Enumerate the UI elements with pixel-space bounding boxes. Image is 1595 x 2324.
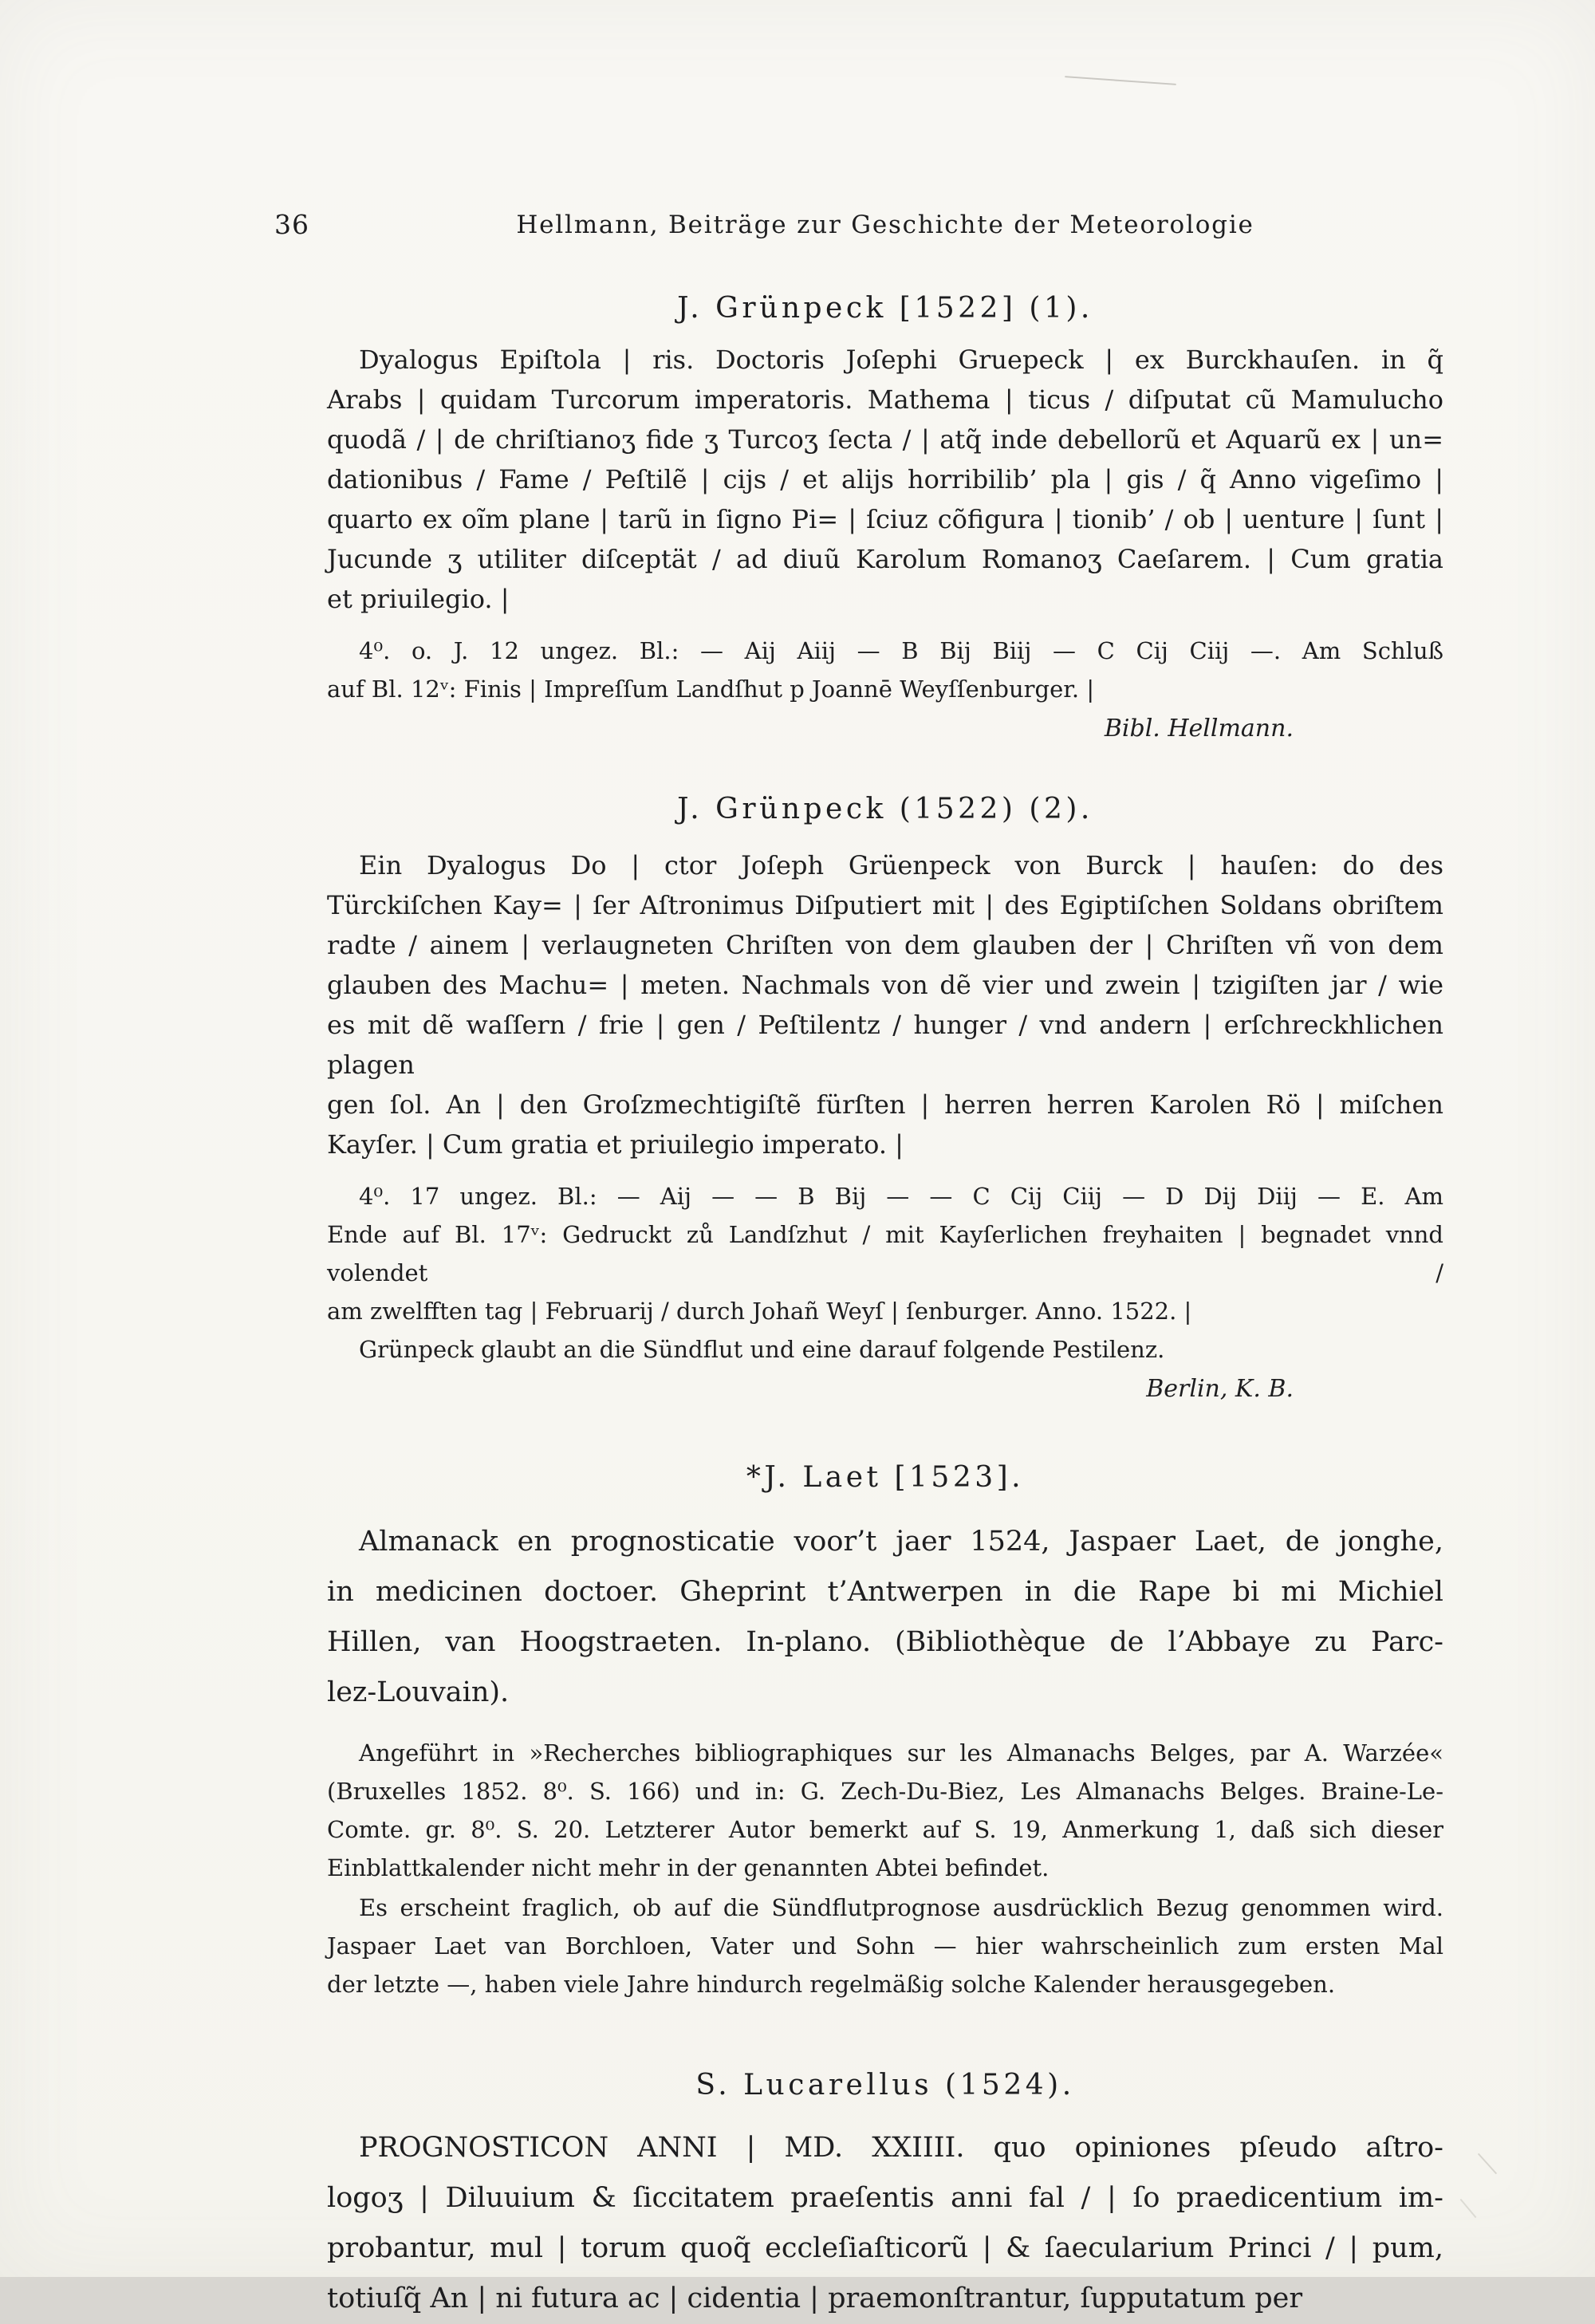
page-content bbox=[274, 209, 1443, 2324]
entry-title-transcription: Almanack en prognosticatie voor’t jaer 1524, Jaspaer Laet, de jonghe, in medicinen doctoer. Gheprint t’Antwerpen in die Rape bi mi Michiel Hillen, van Hoogstraeten. In-plano. (Bibliothèque de l’Abbaye zu Parc- lez-Louvain). bbox=[327, 1526, 1443, 1708]
entry-title-transcription: Ein Dyalogus Do | ctor Joſeph Grüenpeck von Burck | hauſen: do des Türckiſchen Kay= | ſer Aſtronimus Diſputiert mit | des Egiptiſchen Soldans obriſtem radte / ainem | verlaugneten Chriſten von dem glauben der | Chriſten vñ von dem glauben des Machu= | meten. Nachmals von dẽ vier und zwein | tzigiſten jar / wie es mit dẽ waſſern / frie | gen / Peſtilentz / hunger / vnd andern | erſchreckhlichen plagen gen ſol. An | den Groſzmechtigiſtẽ fürſten | herren herren Karolen Rö | miſchen Kayſer. | Cum gratia et priuilegio imperato. | bbox=[327, 850, 1443, 1160]
running-header bbox=[274, 209, 1443, 241]
page-number: 36 bbox=[274, 209, 309, 240]
entry-heading: *J. Laet [1523]. bbox=[746, 1461, 1025, 1494]
scan-artifact-mark bbox=[1478, 2153, 1497, 2175]
entry-collation-note: 4⁰. o. J. 12 ungez. Bl.: — Aij Aiij — B Bij Biij — C Cij Ciij —. Am Schluß auf Bl. 12ᵛ: Finis | Impreſſum Landſhut p Joannē Weyſſenburger. | bbox=[327, 637, 1443, 703]
scan-artifact-mark bbox=[1460, 2199, 1477, 2218]
entry-remark-note: Es erscheint fraglich, ob auf die Sündflutprognose ausdrücklich Bezug genommen wird. Jaspaer Laet van Borchloen, Vater und Sohn — hier wahrscheinlich zum ersten Mal der letzte —, haben viele Jahre hindurch regelmäßig solche Kalender herausgegeben. bbox=[327, 1894, 1443, 1998]
entry-heading: J. Grünpeck [1522] (1). bbox=[677, 292, 1093, 325]
entry-source-attribution: Bibl. Hellmann. bbox=[1104, 715, 1294, 742]
entry-heading: S. Lucarellus (1524). bbox=[695, 2069, 1075, 2101]
entry-comment: Grünpeck glaubt an die Sündflut und eine darauf folgende Pestilenz. bbox=[359, 1336, 1165, 1363]
entry-heading: J. Grünpeck (1522) (2). bbox=[677, 793, 1093, 825]
entry-gruenpeck-1522-1 bbox=[327, 290, 1443, 746]
entry-title-transcription: Dyalogus Epiſtola | ris. Doctoris Joſephi Gruepeck | ex Burckhauſen. in q̃ Arabs | quidam Turcorum imperatoris. Mathema | ticus / diſputat cũ Mamulucho quodã / | de chriſtianoʒ fide ʒ Turcoʒ ſecta / | atq̃ inde debellorũ et Aquarũ ex | un= dationibus / Fame / Peſtilẽ | cijs / et alijs horribilib’ pla | gis / q̃ Anno vigeſimo | quarto ex oĩm plane | tarũ in ſigno Pi= | ſciuz cõfigura | tionib’ / ob | uenture | ſunt | Jucunde ʒ utiliter diſceptät / ad diuũ Karolum Romanoʒ Caeſarem. | Cum gratia et priuilegio. | bbox=[327, 345, 1443, 614]
entry-source-attribution: Berlin, K. B. bbox=[1146, 1375, 1294, 1403]
scan-artifact-crease bbox=[1065, 76, 1176, 85]
running-title: Hellmann, Beiträge zur Geschichte der Meteorologie bbox=[516, 211, 1254, 239]
entry-gruenpeck-1522-2 bbox=[327, 791, 1443, 1407]
entry-collation-note: 4⁰. 17 ungez. Bl.: — Aij — — B Bij — — C Cij Ciij — D Dij Diij — E. Am Ende auf Bl. 17ᵛ: Gedruckt zů Landſzhut / mit Kayſerlichen freyhaiten | begnadet vnnd volendet / am zwelfften tag | Februarij / durch Johañ Weyſ | ſenburger. Anno. 1522. | bbox=[327, 1183, 1443, 1325]
entry-lucarellus-1524 bbox=[327, 2067, 1443, 2324]
entry-bibliographic-note: Angeführt in »Recherches bibliographiques sur les Almanachs Belges, par A. Warzée« (Bruxelles 1852. 8⁰. S. 166) und in: G. Zech-Du-Biez, Les Almanachs Belges. Braine-Le- Comte. gr. 8⁰. S. 20. Letzterer Autor bemerkt auf S. 19, Anmerkung 1, daß sich dieser Einblattkalender nicht mehr in der genannten Abtei befindet. bbox=[327, 1739, 1443, 1881]
entry-laet-1523 bbox=[327, 1459, 1443, 2003]
entry-title-transcription: PROGNOSTICON ANNI | MD. XXIIII. quo opiniones pſeudo aſtro- logoʒ | Diluuium & ſiccitatem praeſentis anni fal / | ſo praedicentium im- probantur, mul | torum quoq̃ eccleſiaſticorũ | & ſaecularium Princi / | pum, totiuſq̃ An | ni futura ac | cidentia | praemonſtrantur, ſupputatum per bbox=[327, 2132, 1443, 2314]
